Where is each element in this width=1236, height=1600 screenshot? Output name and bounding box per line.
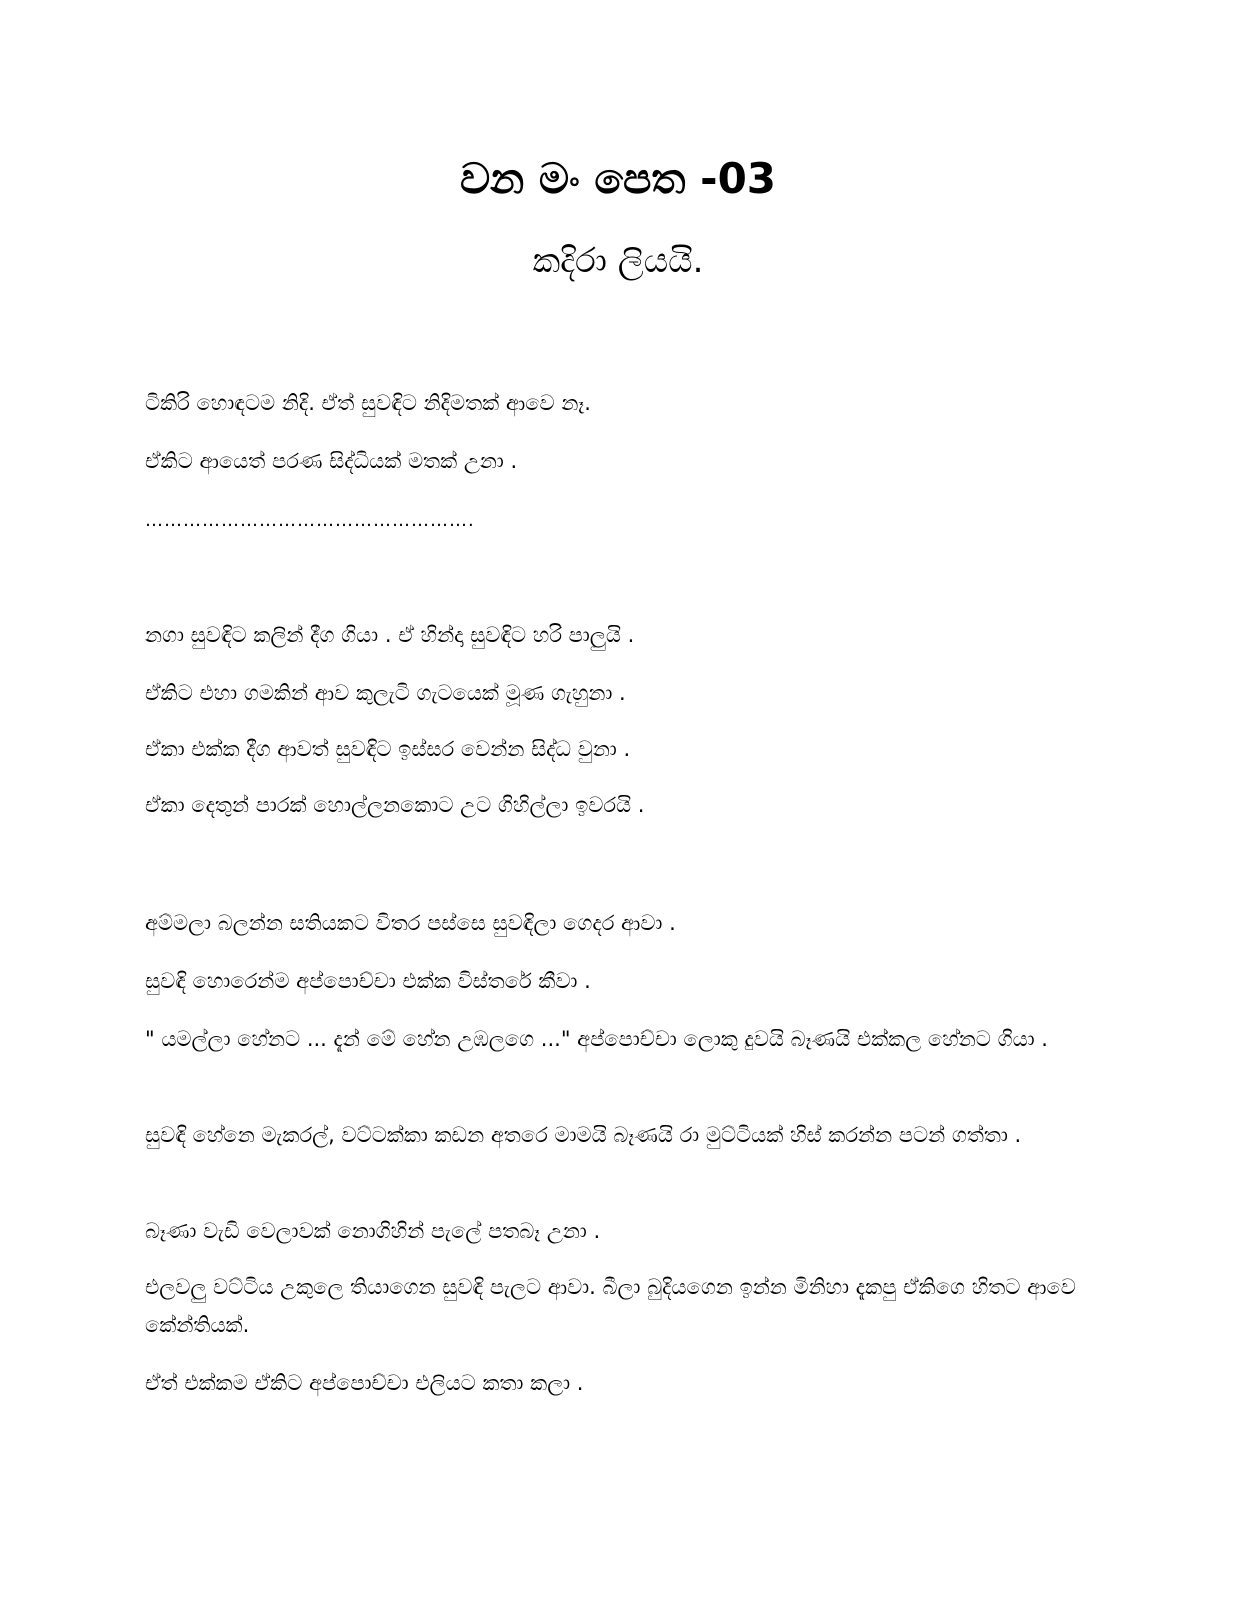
- paragraph: ඒත් එක්කම ඒකිට අප්පොච්චා එලියට කතා කලා .: [145, 1371, 584, 1395]
- paragraph: අම්මලා බලන්න සතියකට විතර පස්සෙ සුවඳිලා ගෙදර ආවා .: [145, 911, 676, 935]
- paragraph: ඒකා දෙතුන් පාරක් හොල්ලනකොට උට ගිහිල්ලා ඉවරයි .: [145, 793, 645, 817]
- author-line: කදිරා ලියයි.: [532, 241, 704, 281]
- paragraph: බෑණා වැඩි වෙලාවක් නොගිහින් පැලේ පතබෑ උනා .: [145, 1219, 601, 1243]
- paragraph: ටිකිරි හොඳටම නිදි. ඒත් සුවඳිට නිදිමතක් ආවෙ නෑ.: [145, 391, 591, 415]
- page-title: වන මං පෙත -03: [459, 154, 777, 203]
- paragraph: " යමල්ලා හේනට ... දැන් මේ හේන උඹලගෙ ..." අප්පොච්චා ලොකු දුවයි බෑණයි එක්කල හේනට ගියා .: [145, 1027, 1048, 1051]
- paragraph: නගා සුවඳිට කලින් දීග ගියා . ඒ හින්දා සුවඳිට හරි පාලුයි .: [145, 623, 635, 647]
- paragraph: ඒකා එක්ක දීග ආවත් සුවඳිට ඉස්සර වෙන්න සිද්ධ වුනා .: [145, 737, 631, 761]
- paragraph: එලවලු වට්ටිය උකුලෙ තියාගෙන සුවඳි පැලට ආවා. බීලා බුදියගෙන ඉන්න මිනිහා දැකපු ඒකිගෙ හිතට ආවෙ කේන්තියක්.: [145, 1275, 1076, 1337]
- paragraph: ඒකිට ආයෙත් පරණ සිද්ධියක් මතක් උනා .: [145, 449, 518, 473]
- paragraph: සුවඳි හොරෙන්ම අප්පොච්චා එක්ක විස්තරේ කීවා .: [145, 969, 591, 993]
- dotted-separator: …………………………………………….: [145, 510, 475, 531]
- paragraph: සුවඳි හේනෙ මැකරල්, වට්ටක්කා කඩන අතරෙ මාමයි බෑණයි රා මුට්ටියක් හිස් කරන්න පටන් ගත්තා .: [145, 1123, 1022, 1147]
- paragraph: ඒකිට එහා ගමකින් ආව කුලැටි ගැටයෙක් මූණ ගැහුනා .: [145, 681, 626, 705]
